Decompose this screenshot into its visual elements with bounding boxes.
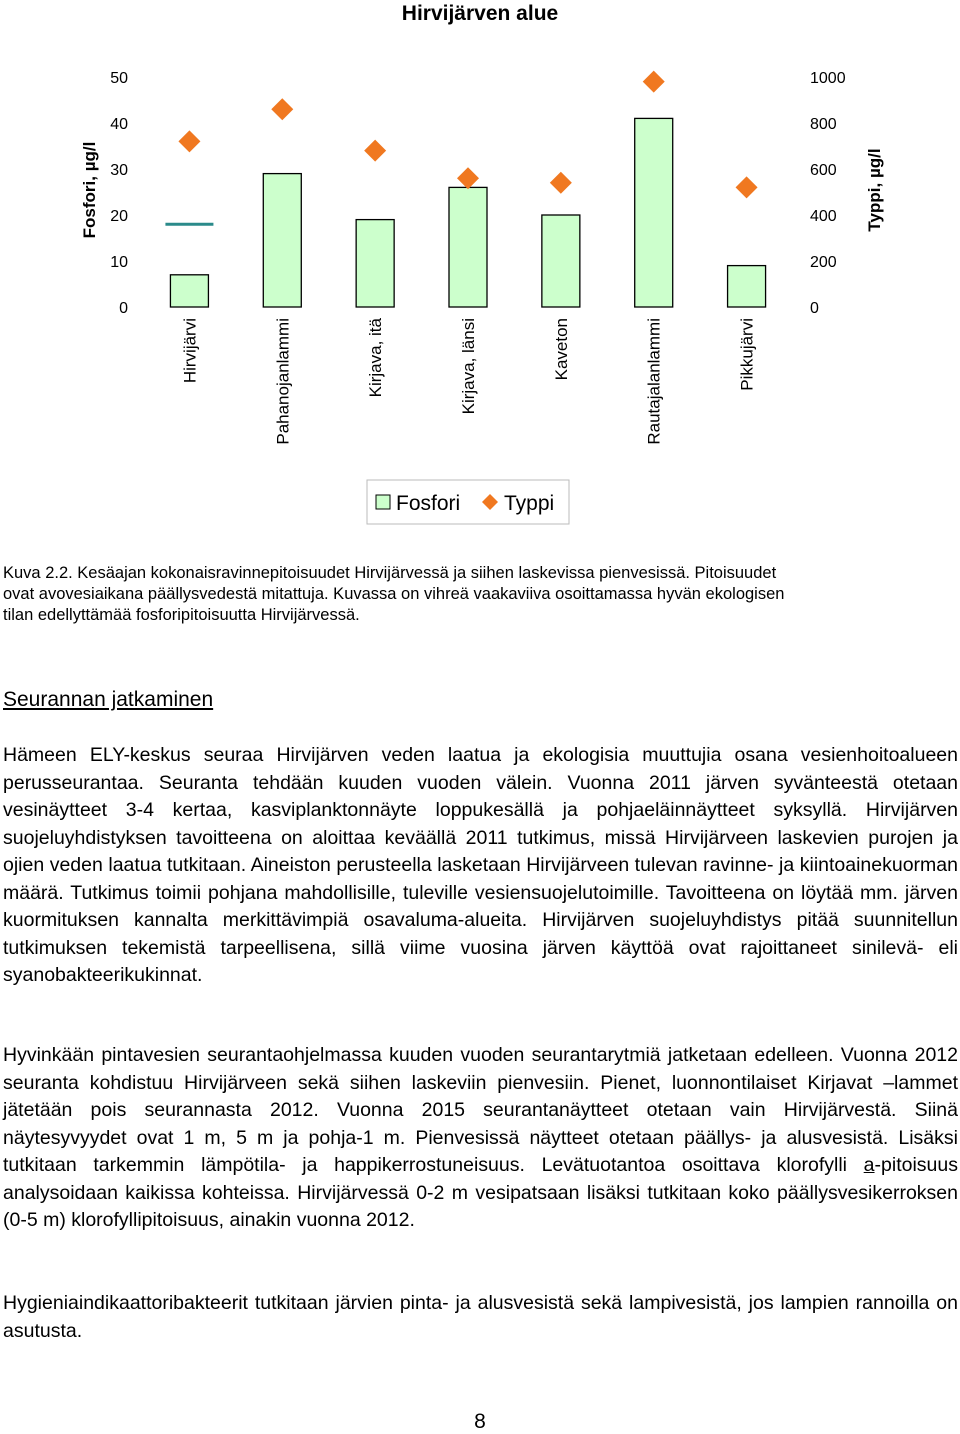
left-tick-label: 0 <box>119 300 128 317</box>
left-tick-label: 50 <box>110 70 128 87</box>
typpi-marker <box>736 176 758 198</box>
right-tick-label: 1000 <box>810 70 846 87</box>
category-label: Kirjava, itä <box>366 318 386 398</box>
legend-typpi-label: Typpi <box>504 492 555 515</box>
left-tick-label: 20 <box>110 208 128 225</box>
fosfori-bar <box>728 266 766 307</box>
caption-line-2: ovat avovesiaikana päällysvedestä mitattuja. Kuvassa on vihreä vaakaviiva osoittamassa hyvän ekologisen <box>3 585 785 603</box>
paragraph-1: Hämeen ELY-keskus seuraa Hirvijärven veden laatua ja ekologisia muuttujia osana vesienhoitoalueen perusseurantaa. Seuranta tehdään kuuden vuoden välein. Vuonna 2011 järven syvänteestä otetaan vesinäytteet 3-4 kertaa, kasviplanktonnäyte loppukesällä ja pohjaeläinnäytteet syksyllä. Hirvijärven suojeluyhdistyksen tavoitteena on aloittaa keväällä 2011 tutkimus, missä Hirvijärveen laskevien purojen ja ojien veden laatua tutkitaan. Aineiston perusteella lasketaan Hirvijärveen tulevan ravinne- ja kiintoainekuorman määrä. Tutkimus toimii pohjana mahdollisille, tuleville vesiensuojelutoimille. Tavoitteena on löytää mm. järven kuormituksen kannalta merkittävimpiä osavaluma-alueita. Hirvijärven suojeluyhdistys pitää suunnitellun tutkimuksen tekemistä tarpeellisena, sillä viime vuosina järven käyttöä ovat rajoittaneet sinilevä- eli syanobakteerikukinnat. <box>3 744 958 986</box>
typpi-marker <box>550 172 572 194</box>
right-tick-label: 400 <box>810 208 837 225</box>
section-title: Seurannan jatkaminen <box>3 688 214 711</box>
left-axis-label: Fosfori, µg/l <box>80 141 99 239</box>
paragraph-2-underlined: a <box>863 1154 875 1176</box>
right-tick-label: 200 <box>810 254 837 271</box>
fosfori-bar <box>263 174 301 307</box>
right-tick-label: 600 <box>810 162 837 179</box>
paragraph-2-part-2: -pitoisuus analysoidaan kaikissa kohteissa. Hirvijärvessä 0-2 m vesipatsaan lisäksi tutkitaan koko päällysvesikerroksen (0-5 m) klorofyllipitoisuus, ainakin vuonna 2012. <box>3 1154 958 1231</box>
caption-line-3: tilan edellyttämää fosforipitoisuutta Hirvijärvessä. <box>3 606 360 624</box>
left-tick-label: 30 <box>110 162 128 179</box>
right-tick-label: 0 <box>810 300 819 317</box>
legend-fosfori-swatch <box>376 495 390 509</box>
category-label: Hirvijärvi <box>180 318 200 384</box>
category-label: Kaveton <box>551 318 571 381</box>
left-tick-labels <box>110 70 128 317</box>
page-number: 8 <box>474 1410 486 1433</box>
fosfori-bar <box>635 118 673 307</box>
caption-line-1: Kuva 2.2. Kesäajan kokonaisravinnepitoisuudet Hirvijärvessä ja siihen laskevissa pienvesissä. Pitoisuudet <box>3 564 777 582</box>
nutrient-chart <box>0 0 960 530</box>
right-tick-label: 800 <box>810 116 837 133</box>
legend-fosfori-label: Fosfori <box>396 492 461 515</box>
category-labels <box>180 317 756 444</box>
fosfori-bar <box>356 220 394 307</box>
typpi-marker <box>271 98 293 120</box>
category-label: Pahanojanlammi <box>273 318 293 445</box>
fosfori-bar <box>542 215 580 307</box>
paragraph-3: Hygieniaindikaattoribakteerit tutkitaan järvien pinta- ja alusvesistä sekä lampivesistä, jos lampien rannoilla on asutusta. <box>3 1292 958 1342</box>
fosfori-bars <box>170 118 765 307</box>
figure-caption <box>3 563 958 626</box>
typpi-marker <box>364 140 386 162</box>
left-tick-label: 40 <box>110 116 128 133</box>
typpi-marker <box>178 130 200 152</box>
right-axis-label: Typpi, µg/l <box>865 148 884 232</box>
paragraph-2-part-1: Hyvinkään pintavesien seurantaohjelmassa kuuden vuoden seurantarytmiä jatketaan edelleen. Vuonna 2012 seuranta kohdistuu Hirvijärveen sekä siihen laskeviin pienvesiin. Pienet, luonnontilaiset Kirjavat –lammet jätetään pois seurannasta 2012. Vuonna 2015 seurantanäytteet otetaan vain Hirvijärvestä. Siinä näytesyvyydet ovat 1 m, 5 m ja pohja-1 m. Pienvesissä näytteet otetaan päällys- ja alusvesistä. Lisäksi tutkitaan tarkemmin lämpötila- ja happikerrostuneisuus. Levätuotantoa osoittava klorofylli <box>3 1044 958 1176</box>
typpi-marker <box>643 71 665 93</box>
paragraph-2 <box>3 1042 958 1235</box>
chart-title: Hirvijärven alue <box>401 2 559 25</box>
fosfori-bar <box>170 275 208 307</box>
category-label: Pikkujärvi <box>737 318 757 391</box>
left-tick-label: 10 <box>110 254 128 271</box>
category-label: Kirjava, länsi <box>459 318 478 415</box>
right-tick-labels <box>810 70 846 317</box>
fosfori-bar <box>449 187 487 307</box>
legend <box>367 480 569 524</box>
category-label: Rautajalanlammi <box>644 318 664 445</box>
typpi-marker <box>457 167 479 189</box>
